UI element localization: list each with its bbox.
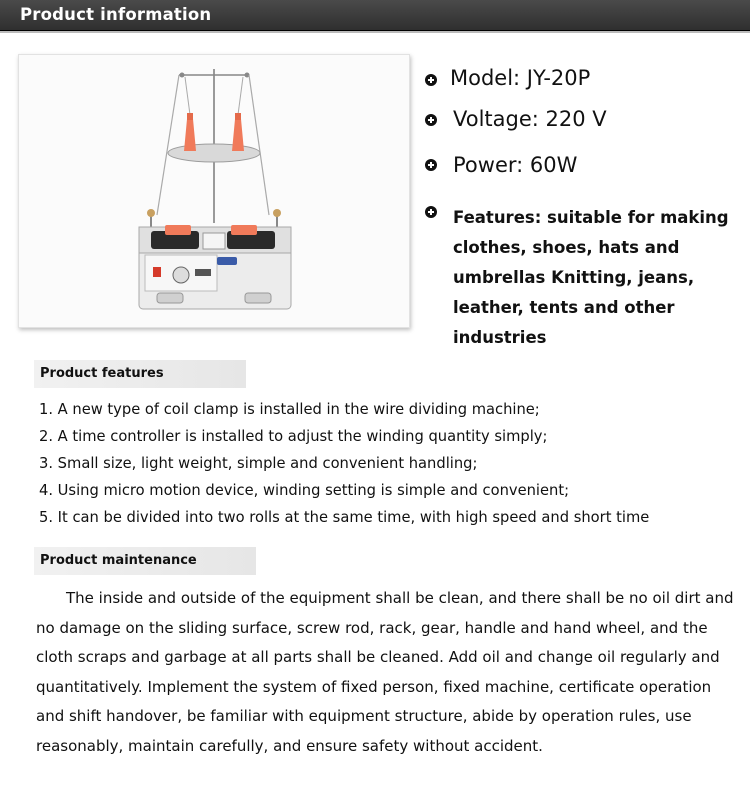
plus-circle-icon <box>425 114 437 126</box>
product-features-list <box>39 398 739 533</box>
header-bar <box>0 0 750 31</box>
list-item: 3. Small size, light weight, simple and convenient handling; <box>39 455 478 472</box>
spec-model-text: Model: JY-20P <box>450 66 591 90</box>
product-photo <box>18 54 410 328</box>
product-maintenance-heading: Product maintenance <box>34 547 256 575</box>
header-divider <box>0 31 750 33</box>
plus-circle-icon <box>425 74 437 86</box>
list-item: 2. A time controller is installed to adjust the winding quantity simply; <box>39 428 548 445</box>
header-title: Product information <box>20 5 212 24</box>
spec-power-text: Power: 60W <box>453 153 578 177</box>
list-item: 1. A new type of coil clamp is installed in the wire dividing machine; <box>39 401 540 418</box>
list-item: 4. Using micro motion device, winding setting is simple and convenient; <box>39 482 570 499</box>
spec-voltage-text: Voltage: 220 V <box>453 107 607 131</box>
spec-features-text: Features: suitable for making clothes, shoes, hats and umbrellas Knitting, jeans, leather, tents and other industries <box>453 208 729 347</box>
winding-machine-illustration <box>19 55 411 329</box>
plus-circle-icon <box>425 159 437 171</box>
product-features-heading: Product features <box>34 360 246 388</box>
plus-circle-icon <box>425 206 437 218</box>
list-item: 5. It can be divided into two rolls at the same time, with high speed and short time <box>39 509 650 526</box>
product-maintenance-text: The inside and outside of the equipment shall be clean, and there shall be no oil dirt and no damage on the sliding surface, screw rod, rack, gear, handle and hand wheel, and the cloth scraps and garbage at all parts shall be cleaned. Add oil and change oil regularly and quantitatively. Implement the system of fixed person, fixed machine, certificate operation and shift handover, be familiar with equipment structure, abide by operation rules, use reasonably, maintain carefully, and ensure safety without accident. <box>36 589 734 755</box>
